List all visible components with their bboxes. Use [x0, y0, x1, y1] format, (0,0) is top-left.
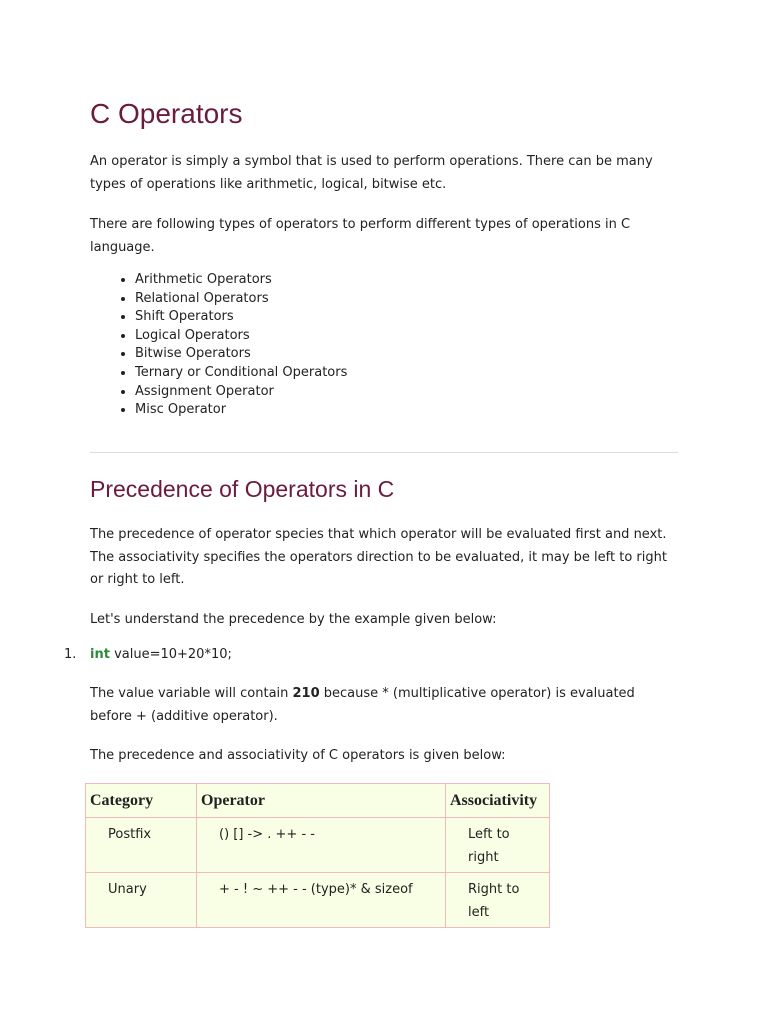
cell-operator: () [] -> . ++ - -	[197, 818, 446, 873]
table-row	[86, 873, 550, 928]
list-item: • Logical Operators	[135, 327, 347, 346]
cell-category: Postfix	[86, 818, 197, 873]
list-item: • Shift Operators	[135, 308, 347, 327]
code-expression: value=10+20*10;	[109, 647, 232, 662]
page-title: C Operators	[90, 98, 243, 129]
table-row	[86, 818, 550, 873]
table-header-row	[86, 784, 550, 818]
cell-associativity: Right to left	[446, 873, 550, 928]
explanation-before: The value variable will contain	[90, 686, 293, 701]
list-item: • Ternary or Conditional Operators	[135, 364, 347, 383]
code-keyword: int	[90, 647, 110, 662]
header-operator: Operator	[197, 784, 446, 818]
code-example	[64, 645, 232, 665]
list-item: • Assignment Operator	[135, 383, 347, 402]
code-line-number: 1.	[64, 647, 77, 662]
list-item: • Bitwise Operators	[135, 345, 347, 364]
precedence-table	[85, 783, 550, 928]
table-intro-paragraph: The precedence and associativity of C operators is given below:	[90, 748, 506, 763]
list-item: • Misc Operator	[135, 401, 347, 420]
section-divider	[90, 452, 678, 453]
cell-category: Unary	[86, 873, 197, 928]
precedence-heading: Precedence of Operators in C	[90, 476, 395, 502]
list-item: • Arithmetic Operators	[135, 271, 347, 290]
list-item: • Relational Operators	[135, 290, 347, 309]
header-category: Category	[86, 784, 197, 818]
cell-operator: + - ! ~ ++ - - (type)* & sizeof	[197, 873, 446, 928]
types-intro-paragraph: There are following types of operators to perform different types of operations in C language.	[90, 217, 631, 255]
intro-paragraph: An operator is simply a symbol that is used to perform operations. There can be many types of operations like arithmetic, logical, bitwise etc.	[90, 154, 653, 192]
precedence-paragraph: The precedence of operator species that which operator will be evaluated first and next. The associativity specifies the operators direction to be evaluated, it may be left to right or right to left.	[90, 527, 667, 587]
cell-associativity: Left to right	[446, 818, 550, 873]
example-intro-paragraph: Let's understand the precedence by the example given below:	[90, 612, 497, 627]
explanation-paragraph	[90, 683, 678, 728]
explanation-after: because * (multiplicative operator) is evaluated before + (additive operator).	[90, 686, 635, 724]
header-associativity: Associativity	[446, 784, 550, 818]
operator-types-list	[90, 271, 347, 420]
explanation-value: 210	[292, 686, 320, 701]
